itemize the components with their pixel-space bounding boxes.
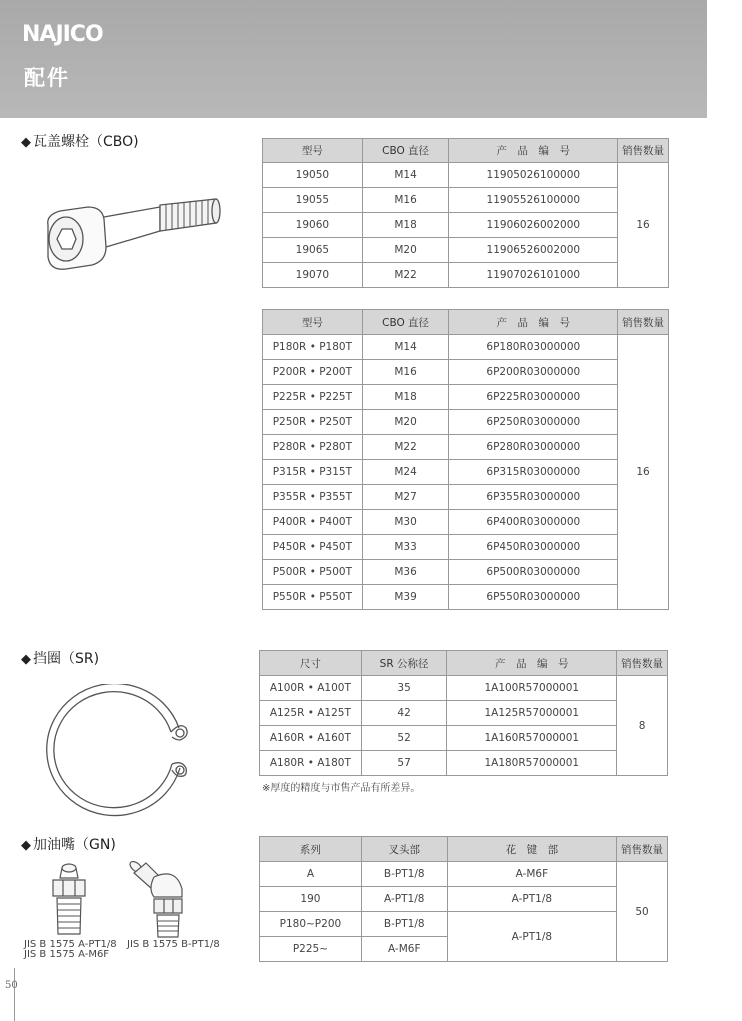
table-header: 销售数量 [618, 310, 669, 335]
table-cell: 6P355R03000000 [449, 485, 618, 510]
table-header: 产 品 编 号 [449, 310, 618, 335]
table-header: 销售数量 [617, 837, 668, 862]
table-cell: 1A160R57000001 [447, 726, 617, 751]
sales-qty-cell: 16 [618, 335, 669, 610]
table-cell: P250R • P250T [263, 410, 363, 435]
sales-qty-cell: 8 [617, 676, 668, 776]
sales-qty-cell: 16 [618, 163, 669, 288]
table-row [263, 263, 669, 288]
table-cell: A125R • A125T [260, 701, 362, 726]
header-band [0, 0, 707, 118]
table-cell: M33 [362, 535, 449, 560]
table-cell: M16 [362, 360, 449, 385]
caption-angled: JIS B 1575 B-PT1/8 [127, 939, 220, 950]
table-cell: 19070 [263, 263, 363, 288]
table-cell: M20 [362, 410, 449, 435]
table-cell: M24 [362, 460, 449, 485]
section-title-cbo-text: 瓦盖螺栓（CBO) [33, 134, 139, 150]
table-row [263, 188, 669, 213]
table-cell: M18 [362, 385, 449, 410]
table-cell: M22 [362, 435, 449, 460]
table-row [263, 585, 669, 610]
table-cell: A-PT1/8 [361, 887, 447, 912]
table-cell: 6P280R03000000 [449, 435, 618, 460]
table-row [260, 726, 668, 751]
table-header: 叉头部 [361, 837, 447, 862]
table-cell: M14 [362, 335, 449, 360]
table-cell: 19055 [263, 188, 363, 213]
table-header: 尺寸 [260, 651, 362, 676]
retaining-ring-illustration [44, 684, 194, 824]
caption-straight-2: JIS B 1575 A-M6F [24, 949, 110, 960]
section-title-sr [21, 648, 99, 668]
table-cell: 42 [361, 701, 447, 726]
table-cell: P450R • P450T [263, 535, 363, 560]
table-cell: 35 [361, 676, 447, 701]
table-cell: 6P180R03000000 [449, 335, 618, 360]
table-row [263, 163, 669, 188]
table-cell: M39 [362, 585, 449, 610]
table-cell: 11906026002000 [449, 213, 618, 238]
diamond-icon: ◆ [21, 135, 31, 150]
table-row [263, 360, 669, 385]
table-header: 产 品 编 号 [447, 651, 617, 676]
table-cell: P225R • P225T [263, 385, 363, 410]
angled-grease-nipple-illustration [124, 855, 196, 940]
table-cell: A160R • A160T [260, 726, 362, 751]
table-cell: P180~P200 [260, 912, 362, 937]
table-cell: P500R • P500T [263, 560, 363, 585]
table-cell: 11907026101000 [449, 263, 618, 288]
table-cell: 6P550R03000000 [449, 585, 618, 610]
table-cell: 11906526002000 [449, 238, 618, 263]
straight-grease-nipple-illustration [45, 862, 93, 938]
table-cell: 6P315R03000000 [449, 460, 618, 485]
sr-table [259, 650, 668, 776]
table-cell: 6P225R03000000 [449, 385, 618, 410]
table-row [260, 676, 668, 701]
table-cell: 6P400R03000000 [449, 510, 618, 535]
table-row [263, 385, 669, 410]
section-title-gn-text: 加油嘴（GN) [33, 837, 116, 853]
page-divider [14, 968, 15, 1021]
table-row [263, 213, 669, 238]
table-header: 花 键 部 [447, 837, 616, 862]
table-cell: 52 [361, 726, 447, 751]
table-cell: P180R • P180T [263, 335, 363, 360]
table-header: SR 公称径 [361, 651, 447, 676]
table-cell: 11905026100000 [449, 163, 618, 188]
table-cell: 6P450R03000000 [449, 535, 618, 560]
table-cell: P355R • P355T [263, 485, 363, 510]
table-cell: P315R • P315T [263, 460, 363, 485]
table-row [263, 238, 669, 263]
table-row [260, 751, 668, 776]
table-cell: B-PT1/8 [361, 912, 447, 937]
table-cell: P400R • P400T [263, 510, 363, 535]
diamond-icon: ◆ [21, 838, 31, 853]
table-cell: M27 [362, 485, 449, 510]
table-row [263, 510, 669, 535]
section-title-gn [21, 834, 116, 854]
gn-table [259, 836, 668, 962]
table-row [263, 560, 669, 585]
table-header: CBO 直径 [362, 139, 449, 163]
table-header: 型号 [263, 310, 363, 335]
table-cell: 19050 [263, 163, 363, 188]
caption-straight-1: JIS B 1575 A-PT1/8 [24, 939, 117, 950]
table-cell: 6P500R03000000 [449, 560, 618, 585]
table-cell: M18 [362, 213, 449, 238]
table-cell: M20 [362, 238, 449, 263]
table-header: 销售数量 [618, 139, 669, 163]
table-cell: A-M6F [361, 937, 447, 962]
section-title-sr-text: 挡圈（SR) [33, 651, 100, 667]
table-header: CBO 直径 [362, 310, 449, 335]
table-cell: A-PT1/8 [447, 912, 616, 962]
table-header: 销售数量 [617, 651, 668, 676]
table-cell: 11905526100000 [449, 188, 618, 213]
table-header: 型号 [263, 139, 363, 163]
table-row [263, 535, 669, 560]
table-cell: M14 [362, 163, 449, 188]
table-cell: 190 [260, 887, 362, 912]
table-row [263, 335, 669, 360]
table-cell: A180R • A180T [260, 751, 362, 776]
table-row [260, 862, 668, 887]
table-cell: M36 [362, 560, 449, 585]
table-row [260, 887, 668, 912]
page-number: 50 [5, 980, 18, 991]
table-cell: P200R • P200T [263, 360, 363, 385]
table-cell: 57 [361, 751, 447, 776]
section-title-cbo [21, 131, 139, 151]
table-cell: A-PT1/8 [447, 887, 616, 912]
table-row [263, 410, 669, 435]
table-cell: M16 [362, 188, 449, 213]
table-cell: M30 [362, 510, 449, 535]
table-cell: P280R • P280T [263, 435, 363, 460]
table-cell: 6P250R03000000 [449, 410, 618, 435]
page-title: 配件 [24, 66, 70, 90]
sales-qty-cell: 50 [617, 862, 668, 962]
table-header: 产 品 编 号 [449, 139, 618, 163]
table-cell: P550R • P550T [263, 585, 363, 610]
cbo-table-2 [262, 309, 669, 610]
table-row [260, 912, 668, 937]
table-row [263, 435, 669, 460]
cbo-table-1 [262, 138, 669, 288]
table-cell: 19060 [263, 213, 363, 238]
table-cell: 1A125R57000001 [447, 701, 617, 726]
table-row [263, 460, 669, 485]
table-header: 系列 [260, 837, 362, 862]
table-cell: 1A180R57000001 [447, 751, 617, 776]
table-cell: A-M6F [447, 862, 616, 887]
bolt-illustration [40, 185, 230, 285]
table-row [263, 485, 669, 510]
diamond-icon: ◆ [21, 652, 31, 667]
table-cell: 19065 [263, 238, 363, 263]
table-row [260, 701, 668, 726]
brand-logo: NAJICO [22, 22, 103, 47]
thickness-note: ※厚度的精度与市售产品有所差异。 [262, 783, 421, 794]
table-cell: M22 [362, 263, 449, 288]
table-cell: P225~ [260, 937, 362, 962]
table-cell: A [260, 862, 362, 887]
table-cell: B-PT1/8 [361, 862, 447, 887]
table-cell: A100R • A100T [260, 676, 362, 701]
table-cell: 6P200R03000000 [449, 360, 618, 385]
table-cell: 1A100R57000001 [447, 676, 617, 701]
